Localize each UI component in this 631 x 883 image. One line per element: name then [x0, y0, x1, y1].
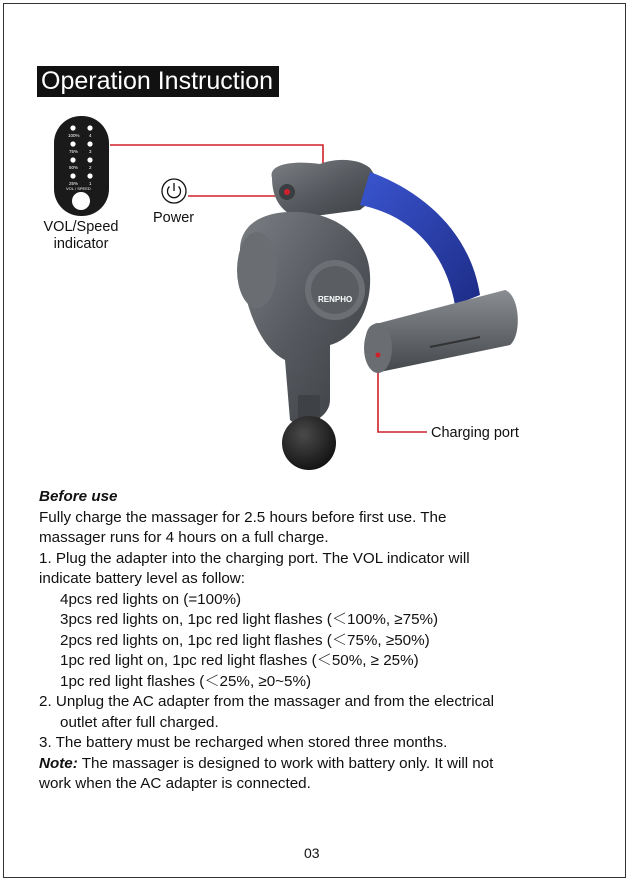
battery-level-item: 3pcs red lights on, 1pc red light flashes (＜100%, ≥75%)	[60, 611, 439, 628]
battery-level-item: 1pc red light flashes (＜25%, ≥0~5%)	[60, 672, 312, 690]
note-line-2: work when the AC adapter is connected.	[39, 775, 311, 792]
note-line	[39, 754, 599, 775]
note-text: The massager is designed to work with battery only. It will not	[77, 754, 494, 772]
note-label: Note:	[39, 754, 78, 772]
indicator-label-r1: 4	[89, 133, 92, 138]
brand-logo: RENPHO	[318, 295, 353, 304]
indicator-label-r2: 3	[89, 149, 92, 154]
charging-port-callout-label: Charging port	[431, 425, 519, 441]
power-callout-label: Power	[153, 210, 195, 226]
vol-speed-button-icon	[72, 192, 90, 210]
text-line: outlet after full charged.	[60, 713, 219, 731]
page-number: 03	[304, 845, 320, 861]
battery-level-item: 4pcs red lights on (=100%)	[60, 590, 242, 608]
indicator-label-r4: 1	[89, 181, 92, 186]
text-line: Fully charge the massager for 2.5 hours before first use. The	[39, 508, 447, 526]
indicator-label-l1: 100%	[68, 133, 80, 138]
indicator-label-r3: 2	[89, 165, 92, 170]
section-heading: Before use	[39, 488, 118, 505]
vol-speed-label-line1: VOL/Speed	[43, 219, 119, 235]
instructions-section	[39, 487, 599, 795]
text-line: massager runs for 4 hours on a full charge.	[39, 529, 329, 546]
text-line: 3. The battery must be recharged when stored three months.	[39, 734, 448, 751]
indicator-panel-label: VOL / SPEED	[66, 186, 91, 191]
vol-speed-label-line2: indicator	[53, 236, 109, 252]
vol-speed-callout-label	[40, 219, 122, 253]
text-line: indicate battery level as follow:	[39, 570, 245, 587]
massage-ball-head-icon	[282, 416, 336, 470]
text-line: 2. Unplug the AC adapter from the massager and from the electrical	[39, 693, 495, 710]
text-line: 1. Plug the adapter into the charging port. The VOL indicator will	[39, 549, 470, 567]
charging-port-icon	[376, 353, 381, 358]
battery-level-item: 1pc red light on, 1pc red light flashes (＜50%, ≥ 25%)	[60, 652, 419, 669]
indicator-label-l2: 75%	[69, 149, 79, 154]
indicator-label-l3: 50%	[69, 165, 79, 170]
page-title: Operation Instruction	[37, 66, 279, 97]
indicator-label-l4: 25%	[69, 181, 79, 186]
battery-level-item: 2pcs red lights on, 1pc red light flashes (＜75%, ≥50%)	[60, 631, 430, 649]
